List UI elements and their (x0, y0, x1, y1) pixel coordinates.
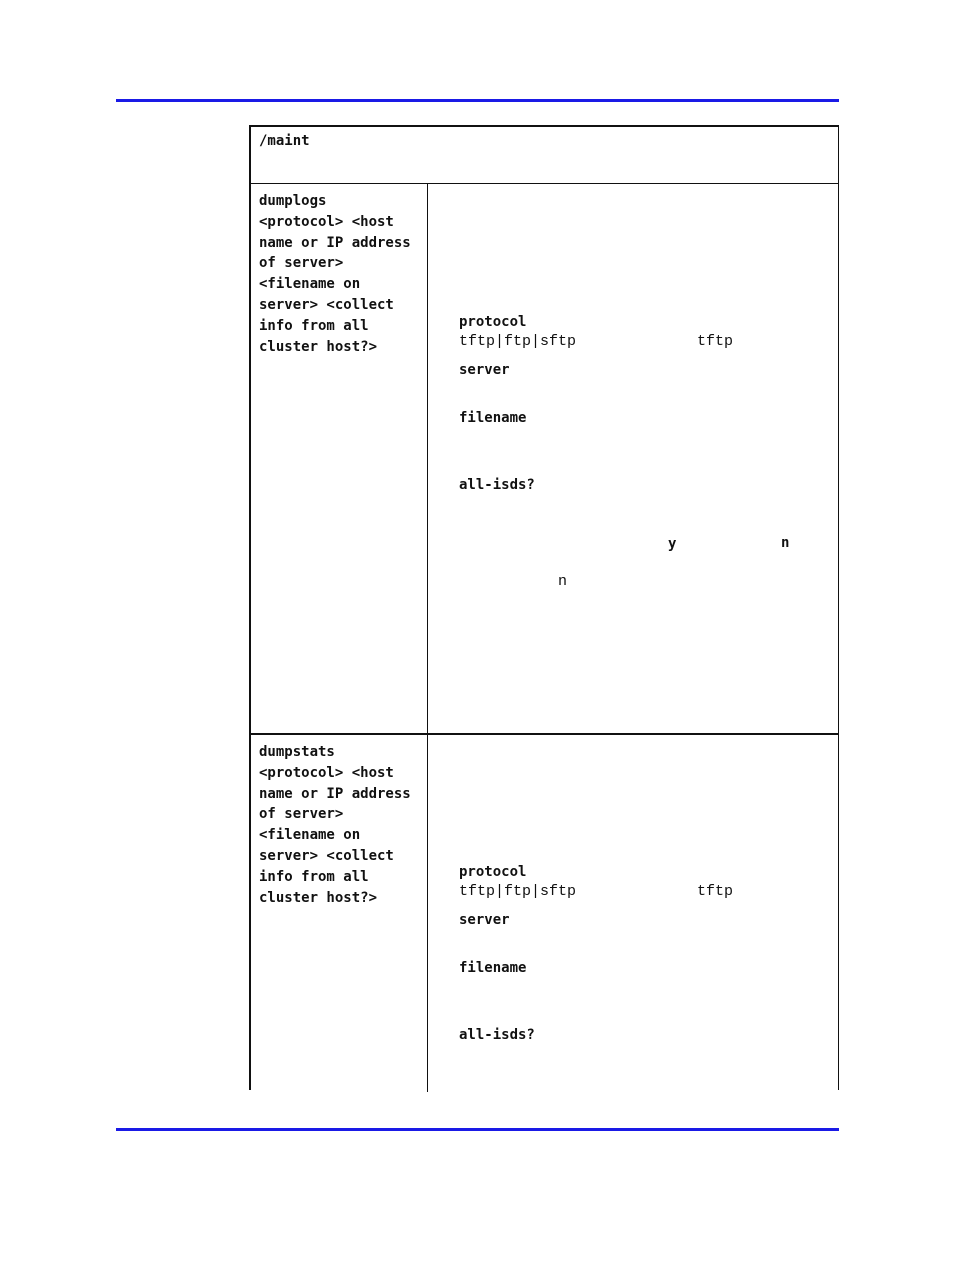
syntax-line: cluster host?> (259, 338, 378, 355)
syntax-line: of server> (259, 255, 344, 272)
protocol-options: tftp|ftp|sftp (459, 333, 577, 350)
param-filename: filename (459, 410, 527, 426)
protocol-options: tftp|ftp|sftp (459, 883, 577, 900)
protocol-default: tftp (697, 883, 734, 900)
syntax-line: info from all (259, 317, 369, 334)
syntax-line: dumplogs (259, 193, 327, 209)
syntax-line: name or IP address (259, 234, 411, 251)
param-server: server (459, 912, 510, 928)
syntax-line: <filename on (259, 276, 361, 293)
table-row-dumplogs (251, 184, 838, 735)
syntax-line: dumpstats (259, 744, 335, 760)
table-header-row (251, 127, 838, 184)
param-all-isds: all-isds? (459, 477, 535, 493)
param-filename: filename (459, 960, 527, 976)
header-rule (116, 99, 839, 102)
param-server: server (459, 362, 510, 378)
command-syntax-dumpstats (259, 742, 423, 908)
syntax-line: <protocol> <host (259, 764, 394, 781)
column-divider (427, 735, 428, 1092)
param-protocol: protocol (459, 314, 527, 330)
param-protocol: protocol (459, 864, 527, 880)
no-value: n (781, 535, 790, 551)
syntax-line: cluster host?> (259, 889, 378, 906)
command-table (249, 125, 839, 1090)
syntax-line: <protocol> <host (259, 213, 394, 230)
footer-rule (116, 1128, 839, 1131)
syntax-line: info from all (259, 868, 369, 885)
syntax-line: server> <collect (259, 296, 394, 313)
syntax-line: name or IP address (259, 785, 411, 802)
column-divider (427, 184, 428, 733)
table-row-dumpstats (251, 735, 838, 1092)
protocol-default: tftp (697, 333, 734, 350)
syntax-line: of server> (259, 806, 344, 823)
default-value: n (558, 573, 568, 590)
param-all-isds: all-isds? (459, 1027, 535, 1043)
menu-path: /maint (259, 133, 310, 149)
command-syntax-dumplogs (259, 191, 423, 357)
syntax-line: <filename on (259, 827, 361, 844)
yes-value: y (668, 536, 677, 552)
syntax-line: server> <collect (259, 847, 394, 864)
